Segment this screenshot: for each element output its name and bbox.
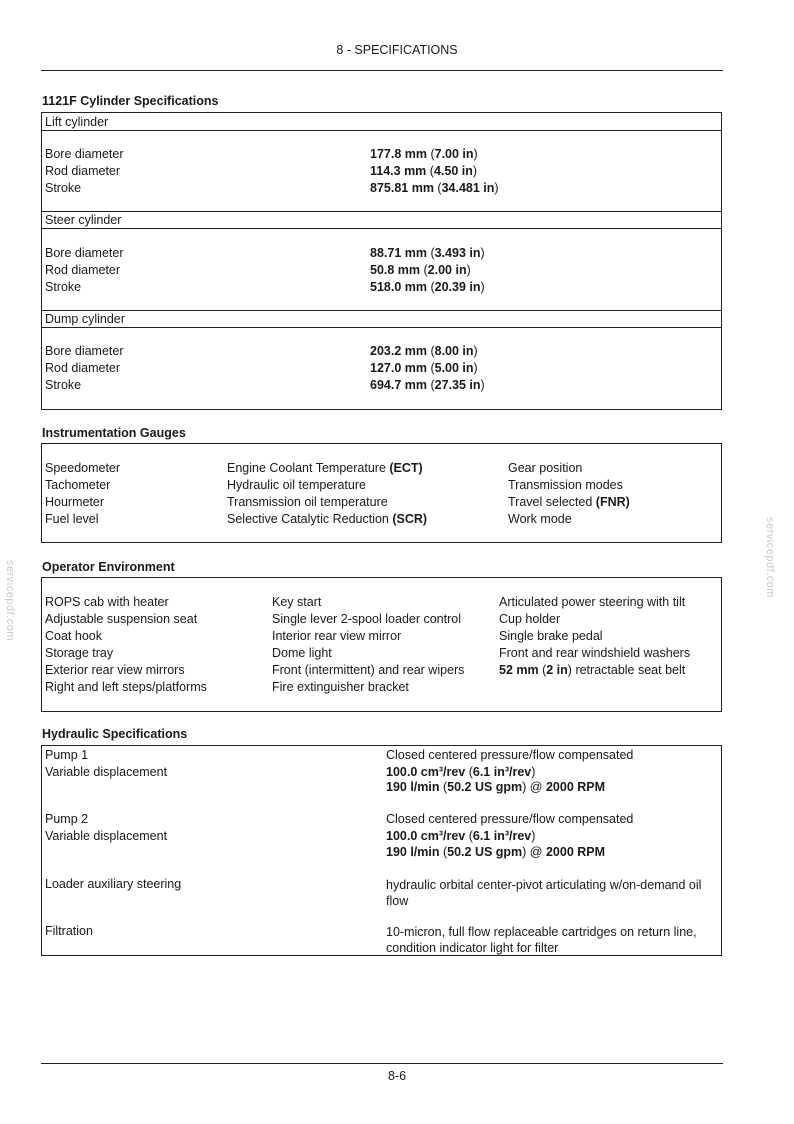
value-metric: 190 l/min [386, 845, 440, 859]
spec-label: Bore diameter [45, 344, 124, 358]
gauge-item [508, 511, 572, 528]
feature-item: Articulated power steering with tilt [499, 595, 686, 609]
value-metric: 50.8 mm [370, 263, 421, 277]
gauge-text: Work mode [508, 512, 572, 526]
feature-item: ROPS cab with heater [45, 595, 169, 609]
gauge-text: Transmission modes [508, 478, 623, 492]
value-imperial: 4.50 in [433, 164, 473, 178]
value-metric: 177.8 mm [370, 147, 427, 161]
feature-item: Front (intermittent) and rear wipers [272, 663, 465, 677]
pump-displacement: 100.0 cm³/rev (6.1 in³/rev) [386, 765, 536, 779]
value-imperial: 6.1 in³/rev [472, 829, 532, 843]
value-metric: 203.2 mm [370, 344, 427, 358]
pump-flow: 190 l/min (50.2 US gpm) @ 2000 RPM [386, 780, 606, 794]
spec-value: 875.81 mm (34.481 in) [370, 181, 499, 195]
spec-value: 50.8 mm (2.00 in) [370, 263, 471, 277]
spec-value: 88.71 mm (3.493 in) [370, 246, 485, 260]
divider [41, 327, 722, 328]
spec-value: 694.7 mm (27.35 in) [370, 378, 485, 392]
feature-item: Coat hook [45, 629, 102, 643]
pump-label: Pump 2 [45, 812, 89, 826]
value-metric: 88.71 mm [370, 246, 427, 260]
spec-value: 177.8 mm (7.00 in) [370, 147, 478, 161]
pump-displacement: 100.0 cm³/rev (6.1 in³/rev) [386, 829, 536, 843]
value-metric: 100.0 cm³/rev [386, 829, 466, 843]
value-imperial: 6.1 in³/rev [472, 765, 532, 779]
operator-section-title: Operator Environment [42, 560, 175, 574]
pump-type: Closed centered pressure/flow compensated [386, 748, 634, 762]
feature-item: Right and left steps/platforms [45, 680, 207, 694]
value-imperial: 3.493 in [434, 246, 481, 260]
value-imperial: 50.2 US gpm [447, 845, 523, 859]
value-imperial: 2 in [546, 663, 568, 677]
gauge-item [227, 511, 427, 528]
lift-cylinder-heading: Lift cylinder [45, 115, 109, 129]
gauge-text: Transmission oil temperature [227, 495, 388, 509]
gauge-item: Tachometer [45, 478, 111, 492]
feature-item: Cup holder [499, 612, 561, 626]
value-metric: 518.0 mm [370, 280, 427, 294]
footer-rule [41, 1063, 723, 1064]
feature-item: Exterior rear view mirrors [45, 663, 185, 677]
value-metric: 694.7 mm [370, 378, 427, 392]
value-metric: 52 mm [499, 663, 539, 677]
gauges-section-title: Instrumentation Gauges [42, 426, 186, 440]
value-metric: 114.3 mm [370, 164, 427, 178]
pump-type-label: Variable displacement [45, 765, 168, 779]
seat-belt-text: retractable seat belt [571, 663, 686, 677]
value-imperial: 20.39 in [434, 280, 481, 294]
steer-cylinder-heading: Steer cylinder [45, 213, 122, 227]
pump-type: Closed centered pressure/flow compensated [386, 812, 634, 826]
feature-item: Single brake pedal [499, 629, 603, 643]
spec-label: Rod diameter [45, 164, 121, 178]
hydraulic-section-title: Hydraulic Specifications [42, 727, 188, 741]
spec-label: Rod diameter [45, 263, 121, 277]
gauge-abbrev: (ECT) [389, 461, 423, 475]
watermark-left: servicepdf.com [4, 560, 16, 641]
divider [41, 211, 722, 212]
steering-value: hydraulic orbital center-pivot articulating w/on-demand oil flow [386, 878, 702, 908]
gauge-text: Travel selected [508, 495, 596, 509]
page-header-title: 8 - SPECIFICATIONS [336, 43, 458, 57]
spec-label: Stroke [45, 378, 82, 392]
spec-value: 114.3 mm (4.50 in) [370, 164, 478, 178]
gauge-text: Engine Coolant Temperature [227, 461, 390, 475]
feature-item: Adjustable suspension seat [45, 612, 198, 626]
value-metric: 190 l/min [386, 780, 440, 794]
page-number: 8-6 [387, 1069, 407, 1083]
value-imperial: 7.00 in [434, 147, 474, 161]
gauge-text: Selective Catalytic Reduction [227, 512, 393, 526]
value-imperial: 5.00 in [434, 361, 474, 375]
feature-item: Key start [272, 595, 322, 609]
gauge-item [227, 494, 388, 511]
spec-value: 203.2 mm (8.00 in) [370, 344, 478, 358]
seat-belt-item: 52 mm (2 in) retractable seat belt [499, 663, 686, 677]
gauge-abbrev: (FNR) [595, 495, 630, 509]
value-imperial: 2.00 in [427, 263, 467, 277]
feature-item: Storage tray [45, 646, 114, 660]
gauge-abbrev: (SCR) [392, 512, 428, 526]
steering-label: Loader auxiliary steering [45, 877, 182, 891]
value-metric: 127.0 mm [370, 361, 427, 375]
feature-item: Dome light [272, 646, 332, 660]
divider [41, 228, 722, 229]
gauge-item: Speedometer [45, 461, 121, 475]
gauge-item [508, 477, 623, 494]
watermark-right: servicepdf.com [764, 517, 776, 598]
value-imperial: 27.35 in [434, 378, 481, 392]
divider [41, 130, 722, 131]
value-imperial: 8.00 in [434, 344, 474, 358]
feature-item: Single lever 2-spool loader control [272, 612, 461, 626]
value-metric: 100.0 cm³/rev [386, 765, 466, 779]
feature-item: Fire extinguisher bracket [272, 680, 409, 694]
feature-item: Interior rear view mirror [272, 629, 402, 643]
pump-type-label: Variable displacement [45, 829, 168, 843]
value-imperial: 34.481 in [441, 181, 495, 195]
spec-value: 518.0 mm (20.39 in) [370, 280, 485, 294]
spec-value: 127.0 mm (5.00 in) [370, 361, 478, 375]
feature-item: Front and rear windshield washers [499, 646, 691, 660]
gauge-item: Fuel level [45, 512, 99, 526]
gauge-item [508, 460, 582, 477]
gauge-item [227, 477, 366, 494]
value-metric: 875.81 mm [370, 181, 434, 195]
pump-flow: 190 l/min (50.2 US gpm) @ 2000 RPM [386, 845, 606, 859]
value-rpm: 2000 RPM [545, 845, 606, 859]
spec-label: Stroke [45, 280, 82, 294]
filtration-label: Filtration [45, 924, 93, 938]
gauge-item [508, 494, 630, 511]
spec-label: Stroke [45, 181, 82, 195]
dump-cylinder-heading: Dump cylinder [45, 312, 125, 326]
gauge-item: Hourmeter [45, 495, 105, 509]
filtration-value: 10-micron, full flow replaceable cartridges on return line, condition indicator light for filter [386, 925, 697, 955]
gauge-text: Hydraulic oil temperature [227, 478, 366, 492]
header-rule [41, 70, 723, 71]
spec-label: Rod diameter [45, 361, 121, 375]
value-rpm: 2000 RPM [545, 780, 606, 794]
cylinder-section-title: 1121F Cylinder Specifications [42, 94, 219, 108]
spec-label: Bore diameter [45, 147, 124, 161]
pump-label: Pump 1 [45, 748, 89, 762]
gauge-item [227, 460, 423, 477]
value-imperial: 50.2 US gpm [447, 780, 523, 794]
divider [41, 310, 722, 311]
spec-label: Bore diameter [45, 246, 124, 260]
gauge-text: Gear position [508, 461, 583, 475]
